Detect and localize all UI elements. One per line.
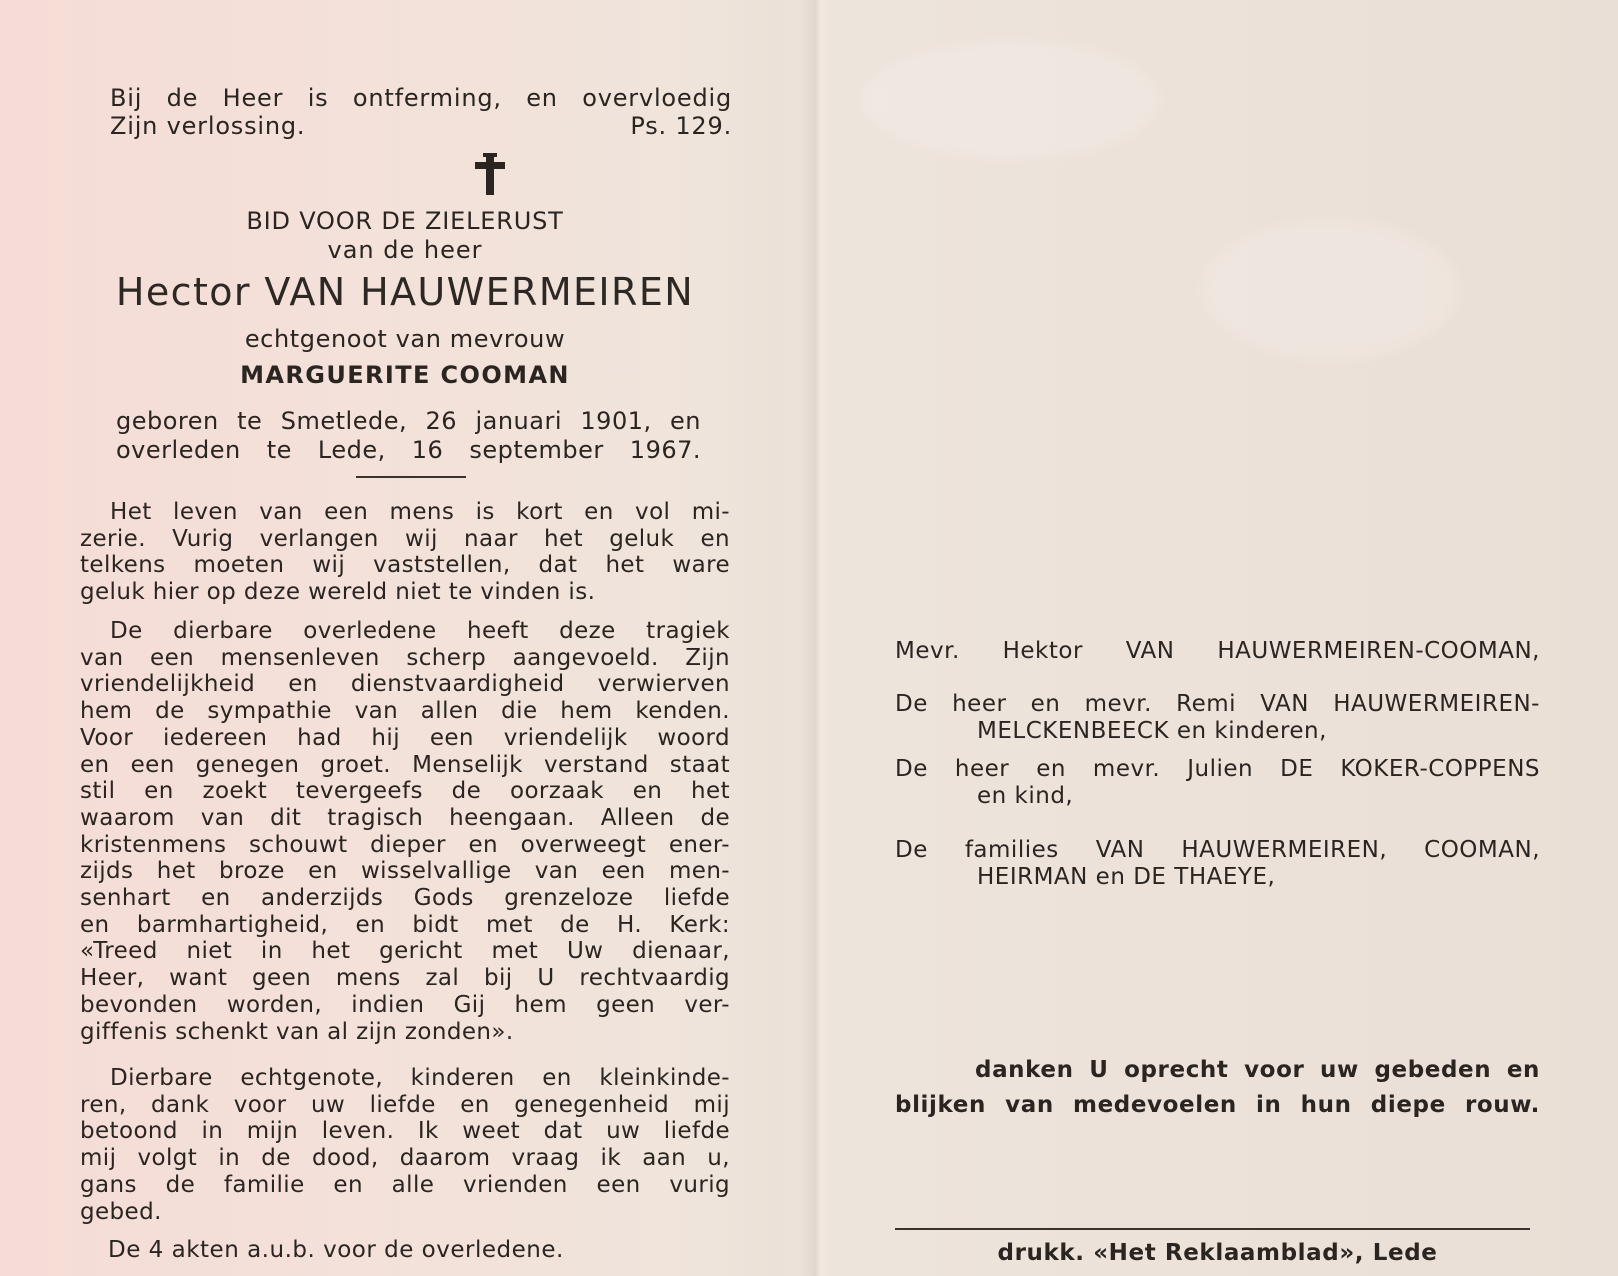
spouse-name: MARGUERITE COOMAN bbox=[240, 361, 570, 389]
paragraph-line: telkens moeten wij vaststellen, dat het ware bbox=[80, 552, 730, 579]
paragraph-line: stil en zoekt tevergeefs de oorzaak en het bbox=[80, 778, 730, 805]
mourner-line: De heer en mevr. Remi VAN HAUWERMEIREN- bbox=[895, 691, 1540, 717]
paragraph-line: gans de familie en alle vrienden een vurig bbox=[80, 1171, 730, 1198]
psalm-verse bbox=[110, 84, 732, 140]
paragraph-line: Heer, want geen mens zal bij U rechtvaardig bbox=[80, 965, 730, 992]
mourner-entry bbox=[895, 837, 1540, 891]
mourner-entry bbox=[895, 756, 1540, 810]
paragraph-line: geluk hier op deze wereld niet te vinden is. bbox=[80, 579, 596, 606]
thanks-line: blijken van medevoelen in hun diepe rouw. bbox=[895, 1092, 1540, 1118]
paragraph-line: en barmhartigheid, en bidt met de H. Kerk: bbox=[80, 911, 730, 938]
verse-line-2 bbox=[110, 112, 732, 140]
mourner-line: De families VAN HAUWERMEIREN, COOMAN, bbox=[895, 837, 1540, 863]
paragraph-line: en een genegen groet. Menselijk verstand staat bbox=[80, 751, 730, 778]
mourner-line: Mevr. Hektor VAN HAUWERMEIREN-COOMAN, bbox=[895, 638, 1540, 664]
paragraph-line: kristenmens schouwt dieper en overweegt ener- bbox=[80, 831, 730, 858]
thanks-message bbox=[895, 1053, 1540, 1123]
printer-rule bbox=[895, 1228, 1530, 1230]
verse-reference: Ps. 129. bbox=[630, 112, 732, 140]
paragraph-line: Dierbare echtgenote, kinderen en kleinkinde- bbox=[110, 1065, 730, 1091]
paragraph-line: bevonden worden, indien Gij hem geen ver- bbox=[80, 991, 730, 1018]
paragraph-line: Het leven van een mens is kort en vol mi- bbox=[110, 499, 730, 525]
meditation-paragraph-2 bbox=[80, 618, 730, 1045]
spouse-label: echtgenoot van mevrouw bbox=[244, 325, 566, 353]
deceased-name: Hector VAN HAUWERMEIREN bbox=[115, 270, 695, 314]
mourner-line: MELCKENBEECK en kinderen, bbox=[977, 718, 1327, 744]
latin-cross-icon bbox=[470, 151, 510, 197]
paragraph-line: «Treed niet in het gericht met Uw dienaar, bbox=[80, 938, 730, 965]
paragraph-line: vriendelijkheid en dienstvaardigheid verwierven bbox=[80, 671, 730, 698]
mourner-line: en kind, bbox=[977, 783, 1074, 809]
printer-credit: drukk. «Het Reklaamblad», Lede bbox=[997, 1240, 1438, 1266]
divider bbox=[356, 476, 466, 478]
paragraph-line: betoond in mijn leven. Ik weet dat uw liefde bbox=[80, 1118, 730, 1145]
paragraph-line: hem de sympathie van allen die hem kenden. bbox=[80, 698, 730, 725]
thanks-line: danken U oprecht voor uw gebeden en bbox=[975, 1057, 1540, 1083]
mourner-line: HEIRMAN en DE THAEYE, bbox=[977, 864, 1276, 890]
paragraph-line: giffenis schenkt van al zijn zonden». bbox=[80, 1018, 514, 1045]
life-dates bbox=[116, 407, 701, 465]
paragraph-line: zerie. Vurig verlangen wij naar het geluk en bbox=[80, 525, 730, 552]
death-line: overleden te Lede, 16 september 1967. bbox=[116, 436, 701, 464]
paragraph-line: waarom van dit tragisch heengaan. Alleen de bbox=[80, 804, 730, 831]
paragraph-line: senhart en anderzijds Gods grenzeloze liefde bbox=[80, 885, 730, 912]
paragraph-line: zijds het broze en wisselvallige van een men- bbox=[80, 858, 730, 885]
mourner-line: De heer en mevr. Julien DE KOKER-COPPENS bbox=[895, 756, 1540, 782]
verse-line-1: Bij de Heer is ontferming, en overvloedig bbox=[110, 84, 732, 112]
closing-request: De 4 akten a.u.b. voor de overledene. bbox=[108, 1237, 564, 1263]
meditation-paragraph-1 bbox=[80, 499, 730, 606]
farewell-paragraph bbox=[80, 1065, 730, 1225]
birth-line: geboren te Smetlede, 26 januari 1901, en bbox=[116, 407, 701, 435]
paragraph-line: mij volgt in de dood, daarom vraag ik aan u, bbox=[80, 1145, 730, 1172]
mourner-entry bbox=[895, 691, 1540, 745]
center-fold bbox=[800, 0, 834, 1276]
paragraph-line: gebed. bbox=[80, 1198, 162, 1225]
paragraph-line: De dierbare overledene heeft deze tragiek bbox=[110, 618, 730, 644]
verse-line-2-text: Zijn verlossing. bbox=[110, 112, 306, 140]
left-panel bbox=[80, 0, 730, 1276]
paragraph-line: Voor iedereen had hij een vriendelijk woord bbox=[80, 724, 730, 751]
mourner-entry bbox=[895, 638, 1540, 665]
paragraph-line: van een mensenleven scherp aangevoeld. Zijn bbox=[80, 644, 730, 671]
paragraph-line: ren, dank voor uw liefde en genegenheid mij bbox=[80, 1091, 730, 1118]
right-panel bbox=[895, 0, 1540, 1276]
prayer-heading: BID VOOR DE ZIELERUST bbox=[246, 207, 564, 235]
prayer-subheading: van de heer bbox=[327, 236, 483, 264]
